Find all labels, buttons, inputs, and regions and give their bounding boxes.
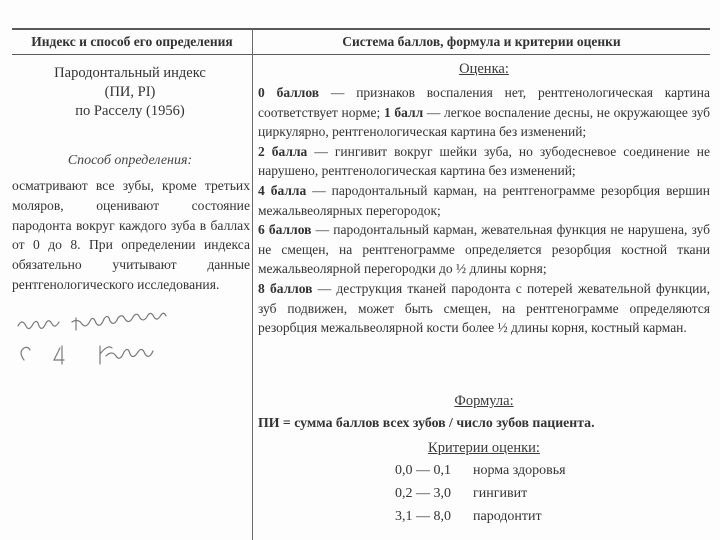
formula-text: ПИ = сумма баллов всех зубов / число зубов пациента.: [258, 415, 595, 430]
criteria-label: гингивит: [473, 486, 528, 501]
method-label: Способ определения:: [67, 153, 193, 168]
score-row: [258, 220, 710, 279]
score-term: 6 баллов: [258, 222, 312, 238]
handwritten-note: [14, 308, 250, 378]
score-desc: — деструкция тканей пародонта с потерей жевательной функции, зуб подвижен, может быть смещен, на рентгенограмме определяются резорбция межальвеолярной кости более ½ длины корня, костный карман.: [258, 280, 711, 336]
criteria-range: 0,2 — 3,0: [395, 486, 451, 501]
score-term: 4 балла: [258, 182, 307, 198]
score-row: [258, 181, 710, 220]
criteria-label: норма здоровья: [473, 463, 566, 478]
criteria-row: [395, 509, 542, 525]
formula-title: [258, 393, 710, 410]
column-divider: [252, 28, 253, 540]
score-row: [258, 279, 710, 338]
score-desc: — пародонтальный карман, жевательная функция не нарушена, зуб не смещен, на рентгенограмме определяется резорбция костной ткани межальвеолярной перегородки до ½ длины корня;: [258, 222, 710, 277]
handwritten-note-scribble: [14, 308, 250, 378]
criteria-label: пародонтит: [473, 509, 542, 524]
formula-title-text: Формула:: [454, 393, 514, 409]
score-row: [258, 142, 710, 181]
criteria-row: [395, 463, 566, 479]
score-desc: — признаков воспаления нет, рентгенологическая картина соответствует норме;: [258, 85, 710, 120]
table-top-border: [12, 28, 710, 30]
header-scoring-system: Система баллов, формула и критерии оценки: [342, 34, 621, 49]
score-desc: — пародонтальный карман, на рентгенограмме резорбция вершин межальвеолярных перегородок;: [258, 182, 710, 218]
criteria-title-text: Критерии оценки:: [428, 440, 540, 456]
criteria-title: [258, 440, 710, 457]
header-index-method: Индекс и способ его определения: [31, 34, 233, 49]
criteria-range: 3,1 — 8,0: [395, 509, 451, 524]
score-term: 2 балла: [258, 143, 308, 159]
index-author-name: по Расселу: [75, 103, 143, 119]
score-term: 1 балл: [383, 104, 424, 120]
score-term: 8 баллов: [258, 280, 313, 296]
score-desc: — легкое воспаление десны, не окружающее зуб циркулярно, рентгенологическая картина без изменений;: [258, 104, 711, 140]
score-row: [258, 83, 710, 142]
index-year: (1956): [146, 103, 185, 119]
header-bottom-border: [12, 54, 710, 55]
score-list: [258, 83, 710, 338]
criteria-range: 0,0 — 0,1: [395, 463, 451, 478]
index-name: Пародонтальный индекс: [54, 65, 206, 81]
index-title: [12, 64, 248, 121]
score-desc: — гингивит вокруг шейки зуба, но зубодесневое соединение не нарушено, рентгенологическая картина без изменений;: [258, 143, 710, 179]
assessment-title: [258, 61, 710, 78]
assessment-title-text: Оценка:: [459, 61, 509, 77]
method-text: осматривают все зубы, кроме третьих моляров, оценивают состояние пародонта вокруг каждого зуба в баллах от 0 до 8. При определении индекса обязательно учитывают данные рентгенологического исследования.: [12, 178, 250, 292]
index-author: [12, 102, 248, 121]
score-term: 0 баллов: [258, 85, 320, 100]
index-abbrev: (ПИ, PI): [104, 84, 156, 100]
criteria-row: [395, 486, 527, 502]
